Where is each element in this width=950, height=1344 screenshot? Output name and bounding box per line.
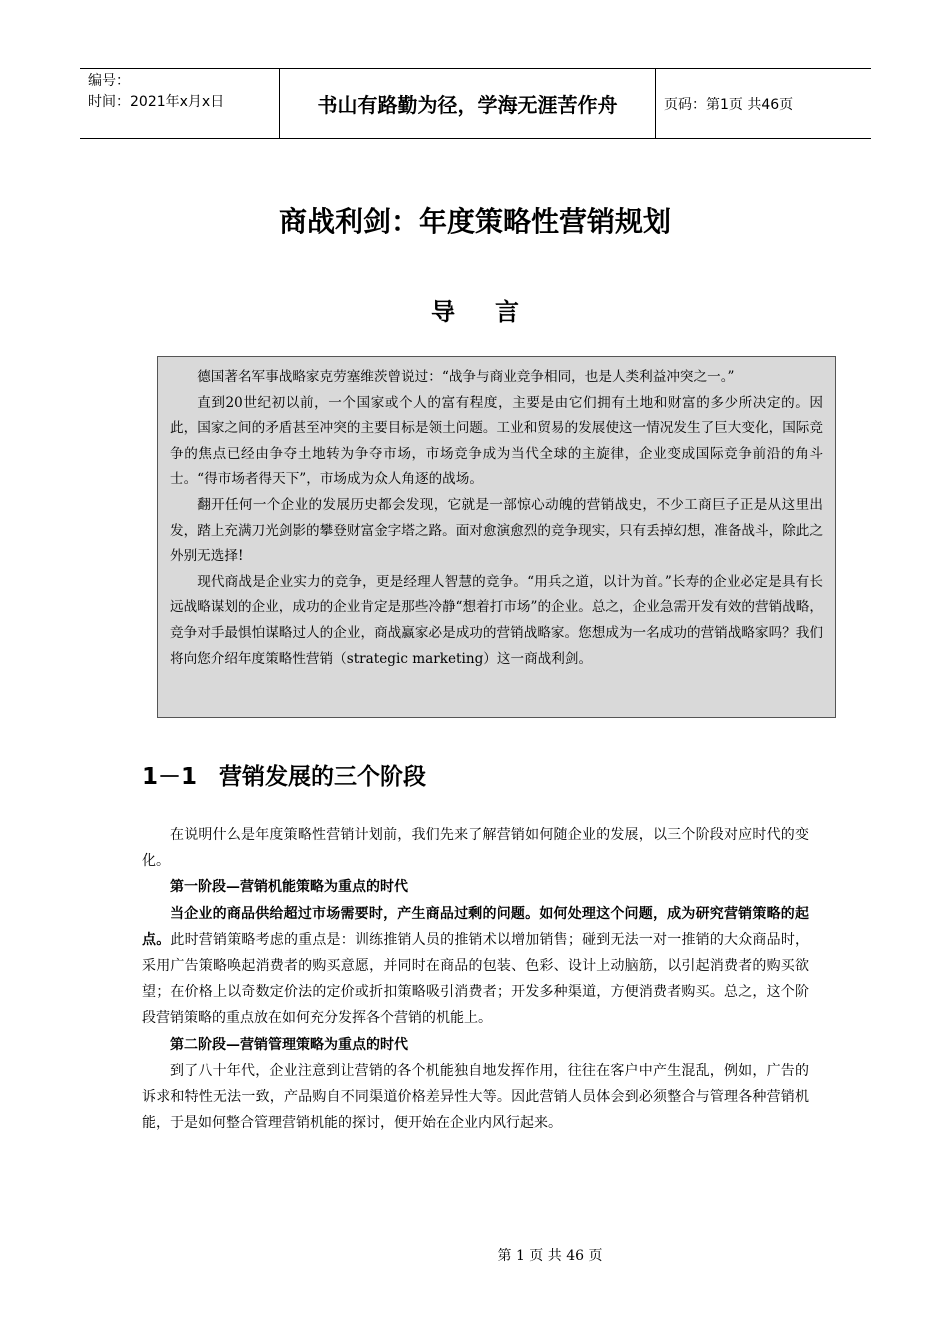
stage2-heading: 第二阶段—营销管理策略为重点的时代 — [170, 1036, 408, 1053]
page-header — [80, 68, 871, 139]
preface-paragraph: 翻开任何一个企业的发展历史都会发现，它就是一部惊心动魄的营销战史，不少工商巨子正是从这里出发，踏上充满刀光剑影的攀登财富金字塔之路。面对愈演愈烈的竞争现实，只有丢掉幻想，准备战斗，除此之外别无选择! — [170, 496, 823, 565]
section-heading — [142, 758, 426, 791]
section-title: 营销发展的三个阶段 — [219, 764, 427, 790]
stage1-paragraph — [142, 901, 809, 1032]
section-number: 1－1 — [142, 764, 198, 790]
stage1-text: 此时营销策略考虑的重点是：训练推销人员的推销术以增加销售；碰到无法一对一推销的大众商品时，采用广告策略唤起消费者的购买意愿，并同时在商品的包装、色彩、设计上动脑筋，以引起消费者的购买欲望；在价格上以奇数定价法的定价或折扣策略吸引消费者；开发多种渠道，方便消费者购买。总之，这个阶段营销策略的重点放在如何充分发挥各个营销的机能上。 — [142, 931, 810, 1027]
preface-paragraph: 直到20世纪初以前，一个国家或个人的富有程度，主要是由它们拥有土地和财富的多少所决定的。因此，国家之间的矛盾甚至冲突的主要目标是领土问题。工业和贸易的发展使这一情况发生了巨大变化，国际竞争的焦点已经由争夺土地转为争夺市场，市场竞争成为当代全球的主旋律，企业变成国际竞争前沿的角斗士。“得市场者得天下”，市场成为众人角逐的战场。 — [170, 394, 823, 488]
header-page-info: 页码：第1页 共46页 — [664, 96, 794, 113]
document-time-label: 时间：2021年x月x日 — [88, 94, 225, 110]
document-title: 商战利剑：年度策略性营销规划 — [278, 205, 671, 238]
preface-paragraph: 德国著名军事战略家克劳塞维茨曾说过：“战争与商业竞争相同，也是人类利益冲突之一。” — [197, 369, 735, 385]
page-footer: 第 1 页 共 46 页 — [497, 1248, 603, 1264]
stage2-paragraph: 到了八十年代，企业注意到让营销的各个机能独自地发挥作用，往往在客户中产生混乱，例如，广告的诉求和特性无法一致，产品购自不同渠道价格差异性大等。因此营销人员体会到必须整合与管理各种营销机能，于是如何整合管理营销机能的探讨，便开始在企业内风行起来。 — [142, 1062, 809, 1132]
document-number-label: 编号： — [88, 73, 130, 89]
header-meta — [80, 69, 280, 138]
intro-paragraph: 在说明什么是年度策略性营销计划前，我们先来了解营销如何随企业的发展，以三个阶段对应时代的变化。 — [142, 827, 809, 870]
header-motto: 书山有路勤为径，学海无涯苦作舟 — [280, 69, 656, 138]
stage1-heading: 第一阶段—营销机能策略为重点的时代 — [170, 879, 408, 896]
preface-heading: 导言 — [431, 298, 559, 326]
stage1-bold-text: 当企业的商品供给超过市场需要时，产生商品过剩的问题。如何处理这个问题，成为研究营销策略的起点。 — [142, 905, 809, 948]
preface-quote-box — [157, 356, 836, 718]
section-body — [142, 822, 809, 1136]
preface-paragraph: 现代商战是企业实力的竞争，更是经理人智慧的竞争。“用兵之道，以计为首。”长寿的企业必定是具有长远战略谋划的企业，成功的企业肯定是那些冷静“想着打市场”的企业。总之，企业急需开发有效的营销战略，竞争对手最惧怕谋略过人的企业，商战赢家必是成功的营销战略家。您想成为一名成功的营销战略家吗？我们将向您介绍年度策略性营销（strategic marketing）这一商战利剑。 — [170, 573, 823, 667]
